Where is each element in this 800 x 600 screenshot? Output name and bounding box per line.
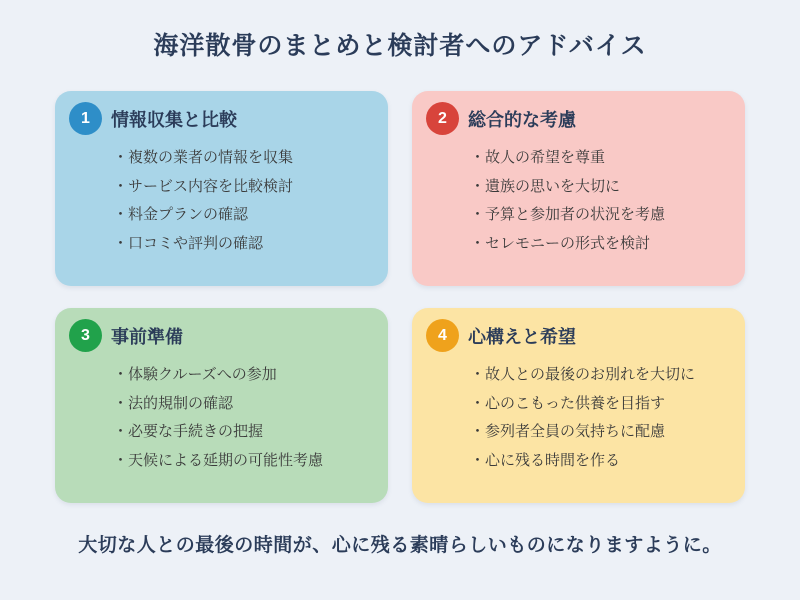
list-item: ・料金プランの確認: [113, 206, 249, 223]
card-1-item-list: [113, 144, 374, 258]
list-item: ・口コミや評判の確認: [113, 234, 264, 252]
card-1-header: [69, 102, 374, 135]
page-title: 海洋散骨のまとめと検討者へのアドバイス: [153, 32, 647, 60]
list-item: ・遺族の思いを大切に: [470, 177, 621, 195]
list-item: ・予算と参加者の状況を考慮: [470, 206, 666, 223]
list-item: ・天候による延期の可能性考慮: [113, 451, 324, 469]
footer-message: 大切な人との最後の時間が、心に残る素晴らしいものになりますように。: [78, 535, 722, 556]
card-2: [412, 91, 745, 286]
card-2-number-badge: 2: [426, 102, 459, 135]
card-4-item-list: [470, 361, 731, 475]
card-2-item-list: [470, 144, 731, 258]
card-3: [55, 308, 388, 503]
list-item: ・セレモニーの形式を検討: [470, 234, 651, 252]
card-3-number-badge: 3: [69, 319, 102, 352]
card-3-item-list: [113, 361, 374, 475]
list-item: ・複数の業者の情報を収集: [113, 149, 294, 166]
card-1-number-badge: 1: [69, 102, 102, 135]
card-4-title: 心構えと希望: [468, 326, 576, 347]
list-item: ・故人の希望を尊重: [470, 149, 606, 166]
card-grid: [55, 91, 745, 503]
card-4-header: [426, 319, 731, 352]
card-4-number-badge: 4: [426, 319, 459, 352]
list-item: ・心のこもった供養を目指す: [470, 394, 666, 412]
list-item: ・故人との最後のお別れを大切に: [470, 366, 696, 383]
card-2-title: 総合的な考慮: [468, 109, 576, 130]
list-item: ・サービス内容を比較検討: [113, 177, 294, 195]
card-3-header: [69, 319, 374, 352]
list-item: ・参列者全員の気持ちに配慮: [470, 423, 666, 440]
list-item: ・法的規制の確認: [113, 394, 234, 412]
card-1-title: 情報収集と比較: [111, 109, 237, 130]
list-item: ・心に残る時間を作る: [470, 451, 621, 469]
card-4: [412, 308, 745, 503]
card-1: [55, 91, 388, 286]
list-item: ・必要な手続きの把握: [113, 423, 264, 440]
card-3-title: 事前準備: [111, 326, 183, 347]
list-item: ・体験クルーズへの参加: [113, 366, 277, 383]
card-2-header: [426, 102, 731, 135]
